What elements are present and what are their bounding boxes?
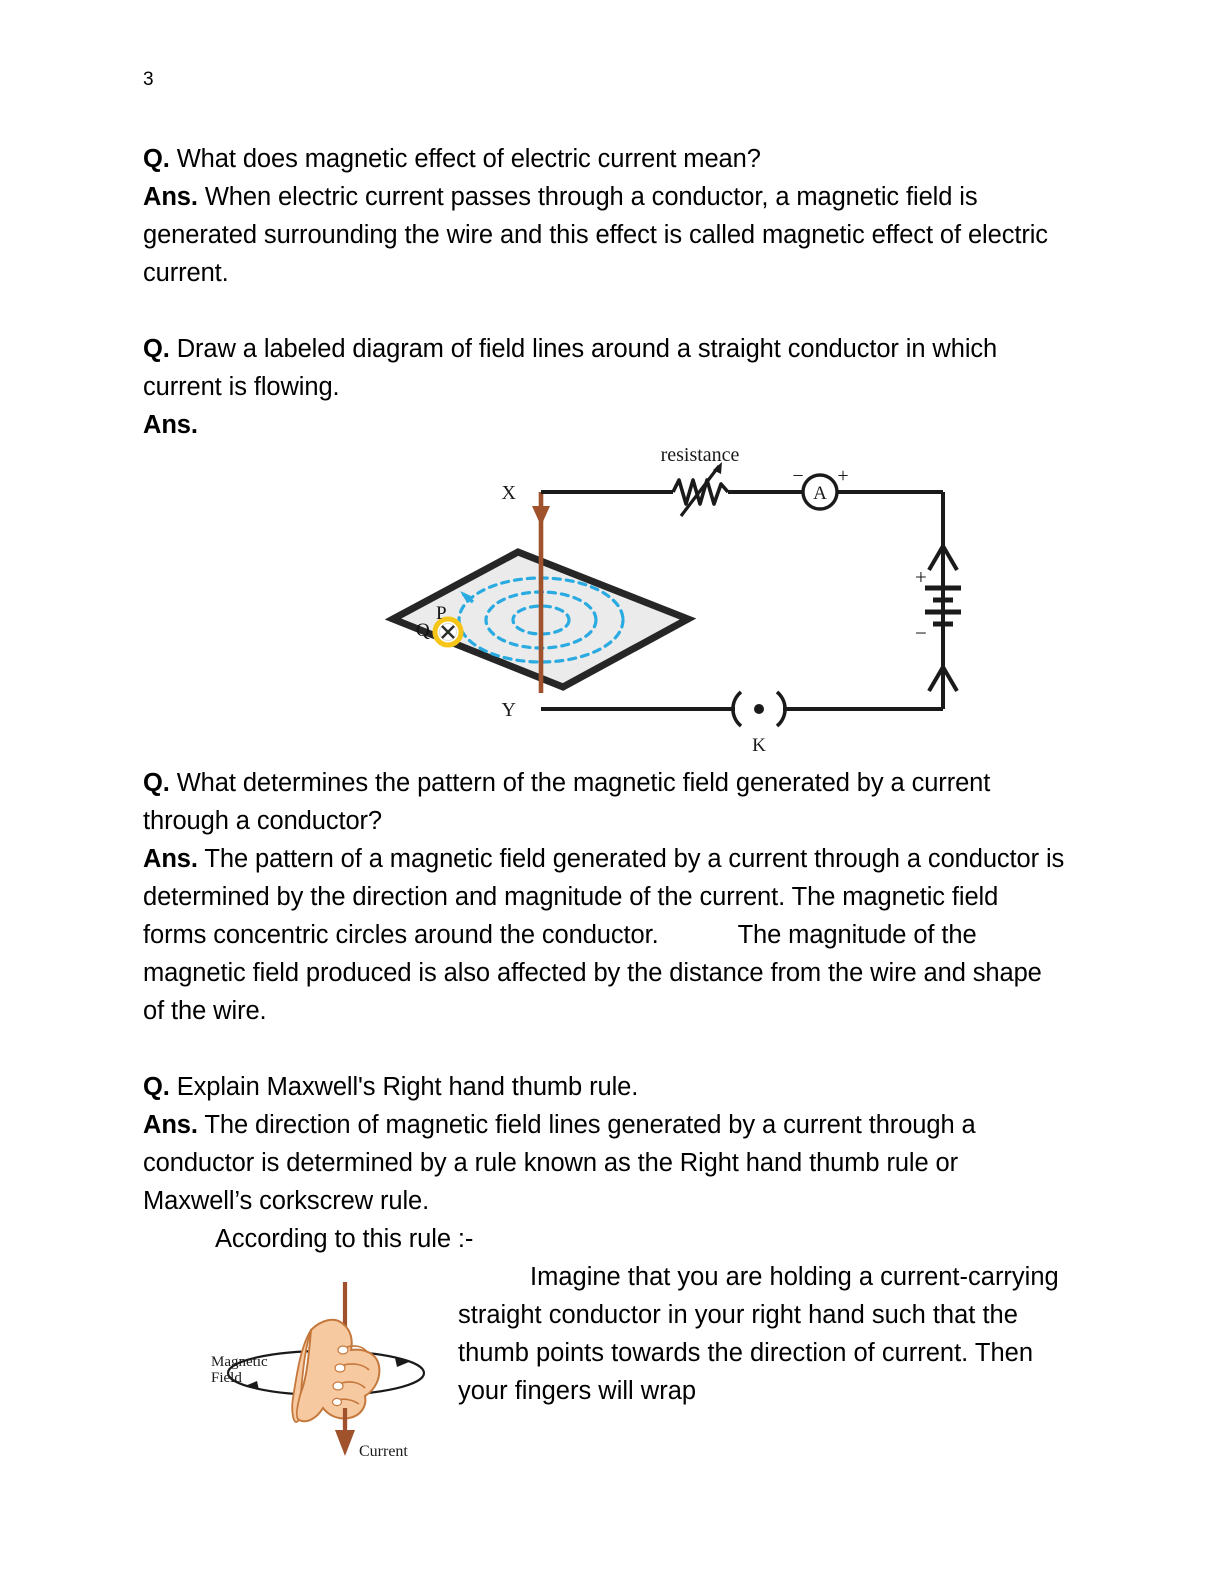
- switch-arc-right: [777, 692, 785, 726]
- qa-block-1: [143, 140, 1068, 292]
- label-q: Q: [416, 620, 430, 641]
- circuit-diagram-figure: [143, 444, 1068, 764]
- ammeter-plus-terminal: +: [837, 465, 849, 487]
- right-hand-rule-block: [143, 1258, 1068, 1468]
- battery-arrow-upper-right: [943, 546, 957, 570]
- magnetic-field-label-line2: Field: [211, 1370, 242, 1386]
- battery-arrow-lower-right: [943, 667, 957, 691]
- qa-block-4: [143, 1068, 1068, 1258]
- current-arrowhead: [335, 1430, 355, 1456]
- answer-text-1: When electric current passes through a conductor, a magnetic field is generated surrounding the wire and this effect is called magnetic effect of electric current.: [143, 183, 1048, 287]
- question-label-3: Q.: [143, 769, 170, 797]
- battery-symbol: [915, 546, 961, 691]
- ammeter-minus-terminal: −: [792, 465, 804, 487]
- circuit-diagram-svg: [143, 444, 1068, 764]
- question-text-1: What does magnetic effect of electric current mean?: [169, 145, 761, 173]
- right-hand-rule-svg: [193, 1278, 463, 1468]
- switch-dot: [754, 704, 764, 714]
- spacer: [143, 1030, 1068, 1068]
- answer-text-4b: According to this rule :-: [215, 1225, 474, 1253]
- question-label-4: Q.: [143, 1073, 170, 1101]
- question-label-1: Q.: [143, 145, 170, 173]
- label-resistance: resistance: [660, 444, 740, 466]
- label-x: X: [501, 482, 516, 504]
- rheostat-slider-line: [681, 466, 719, 516]
- label-p: P: [436, 603, 447, 624]
- right-hand-rule-figure: [193, 1278, 463, 1468]
- spacer: [143, 292, 1068, 330]
- qa-block-2: [143, 330, 1068, 444]
- battery-minus-label: −: [915, 621, 927, 645]
- label-y: Y: [501, 699, 516, 721]
- right-hand-rule-paragraph: [458, 1258, 1068, 1410]
- document-content: [143, 140, 1068, 1468]
- label-k: K: [752, 735, 766, 756]
- qa-block-3: [143, 764, 1068, 1030]
- battery-arrow-upper-left: [929, 546, 943, 570]
- battery-plus-label: +: [915, 565, 927, 589]
- battery-arrow-lower-left: [929, 667, 943, 691]
- question-text-3: What determines the pattern of the magnetic field generated by a current through a conductor?: [143, 769, 991, 835]
- answer-label-2: Ans.: [143, 411, 198, 439]
- page-number: 3: [143, 69, 154, 90]
- answer-label-1: Ans.: [143, 183, 198, 211]
- answer-text-3: The pattern of a magnetic field generated by a current through a conductor is determined by the direction and magnitude of the current. The magnetic field forms concentric circles around the conductor.: [143, 845, 1065, 949]
- answer-text-3b: The magnitude of the magnetic field produced is also affected by the distance from the wire and shape of the wire.: [143, 921, 1042, 1025]
- rule-text-body: Imagine that you are holding a current-carrying straight conductor in your right hand such that the thumb points towards the direction of current. Then your fingers will wrap: [458, 1263, 1059, 1405]
- question-text-2: Draw a labeled diagram of field lines around a straight conductor in which current is flowing.: [143, 335, 998, 401]
- switch-arc-left: [733, 692, 741, 726]
- current-label: Current: [359, 1443, 408, 1460]
- question-text-4: Explain Maxwell's Right hand thumb rule.: [169, 1073, 639, 1101]
- switch-symbol: [733, 692, 785, 756]
- answer-text-4: The direction of magnetic field lines generated by a current through a conductor is determined by a rule known as the Right hand thumb rule or Maxwell’s corkscrew rule.: [143, 1111, 976, 1215]
- magnetic-field-label-line1: Magnetic: [211, 1354, 268, 1370]
- answer-label-3: Ans.: [143, 845, 198, 873]
- field-arrow-left: [245, 1381, 259, 1390]
- question-label-2: Q.: [143, 335, 170, 363]
- conductor-current-arrow: [532, 506, 550, 526]
- answer-label-4: Ans.: [143, 1111, 198, 1139]
- ammeter-label: A: [813, 483, 827, 504]
